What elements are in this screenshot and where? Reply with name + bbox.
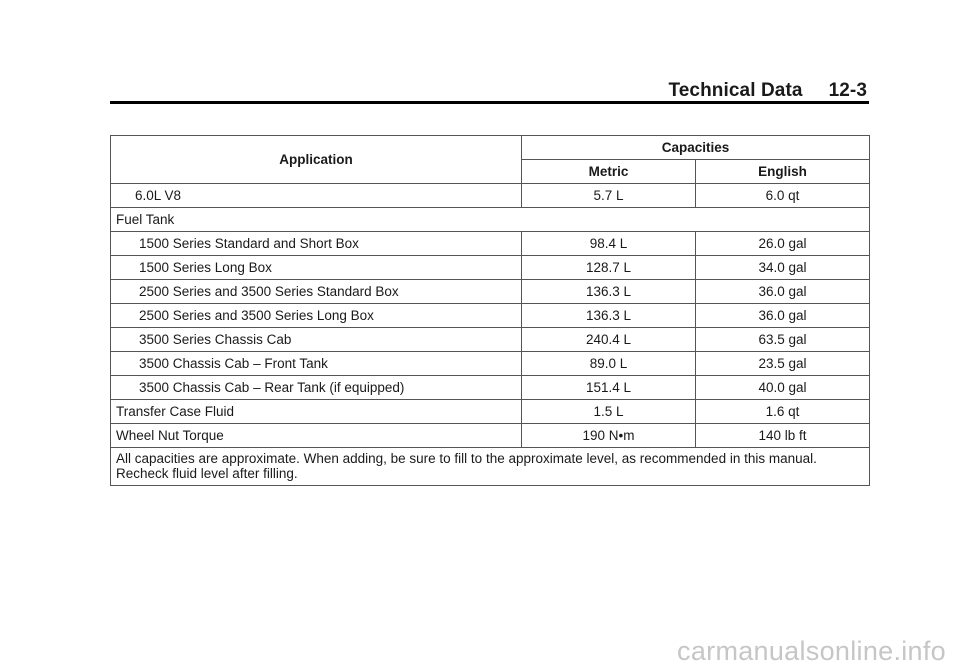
table-note-row [111, 448, 870, 486]
english-cell: 34.0 gal [696, 256, 870, 280]
english-cell: 36.0 gal [696, 304, 870, 328]
english-cell: 1.6 qt [696, 400, 870, 424]
column-header-english: English [696, 160, 870, 184]
metric-cell: 190 N•m [522, 424, 696, 448]
table-row [111, 256, 870, 280]
metric-cell: 128.7 L [522, 256, 696, 280]
application-cell: 6.0L V8 [111, 184, 522, 208]
application-cell: 3500 Series Chassis Cab [111, 328, 522, 352]
table-row [111, 400, 870, 424]
english-cell: 23.5 gal [696, 352, 870, 376]
page-header [110, 80, 869, 102]
metric-cell: 240.4 L [522, 328, 696, 352]
column-header-metric: Metric [522, 160, 696, 184]
table-row [111, 280, 870, 304]
capacities-note: All capacities are approximate. When adding, be sure to fill to the approximate level, as recommended in this manual. Recheck fluid level after filling. [111, 448, 870, 486]
column-header-capacities: Capacities [522, 136, 870, 160]
application-cell: Transfer Case Fluid [111, 400, 522, 424]
section-title: Technical Data [668, 80, 803, 101]
metric-cell: 136.3 L [522, 280, 696, 304]
application-cell: 3500 Chassis Cab – Front Tank [111, 352, 522, 376]
header-rule [110, 101, 869, 104]
english-cell: 36.0 gal [696, 280, 870, 304]
application-cell: 2500 Series and 3500 Series Standard Box [111, 280, 522, 304]
metric-cell: 1.5 L [522, 400, 696, 424]
english-cell: 26.0 gal [696, 232, 870, 256]
table-row [111, 328, 870, 352]
capacities-table [110, 135, 870, 486]
application-cell: Wheel Nut Torque [111, 424, 522, 448]
watermark-text: carmanualsonline.info [677, 636, 946, 666]
english-cell: 63.5 gal [696, 328, 870, 352]
header-text [668, 80, 867, 102]
table-row [111, 424, 870, 448]
application-cell: 1500 Series Standard and Short Box [111, 232, 522, 256]
metric-cell: 89.0 L [522, 352, 696, 376]
table-row [111, 376, 870, 400]
metric-cell: 136.3 L [522, 304, 696, 328]
application-group-cell: Fuel Tank [111, 208, 870, 232]
metric-cell: 5.7 L [522, 184, 696, 208]
application-cell: 2500 Series and 3500 Series Long Box [111, 304, 522, 328]
english-cell: 40.0 gal [696, 376, 870, 400]
application-cell: 3500 Chassis Cab – Rear Tank (if equipped) [111, 376, 522, 400]
english-cell: 140 lb ft [696, 424, 870, 448]
table-row [111, 352, 870, 376]
table-row-group-heading [111, 208, 870, 232]
column-header-application: Application [111, 136, 522, 184]
table-row [111, 184, 870, 208]
table-row [111, 304, 870, 328]
english-cell: 6.0 qt [696, 184, 870, 208]
metric-cell: 151.4 L [522, 376, 696, 400]
table-row [111, 232, 870, 256]
table-header-row [111, 136, 870, 160]
application-cell: 1500 Series Long Box [111, 256, 522, 280]
metric-cell: 98.4 L [522, 232, 696, 256]
page-number: 12-3 [828, 80, 867, 101]
